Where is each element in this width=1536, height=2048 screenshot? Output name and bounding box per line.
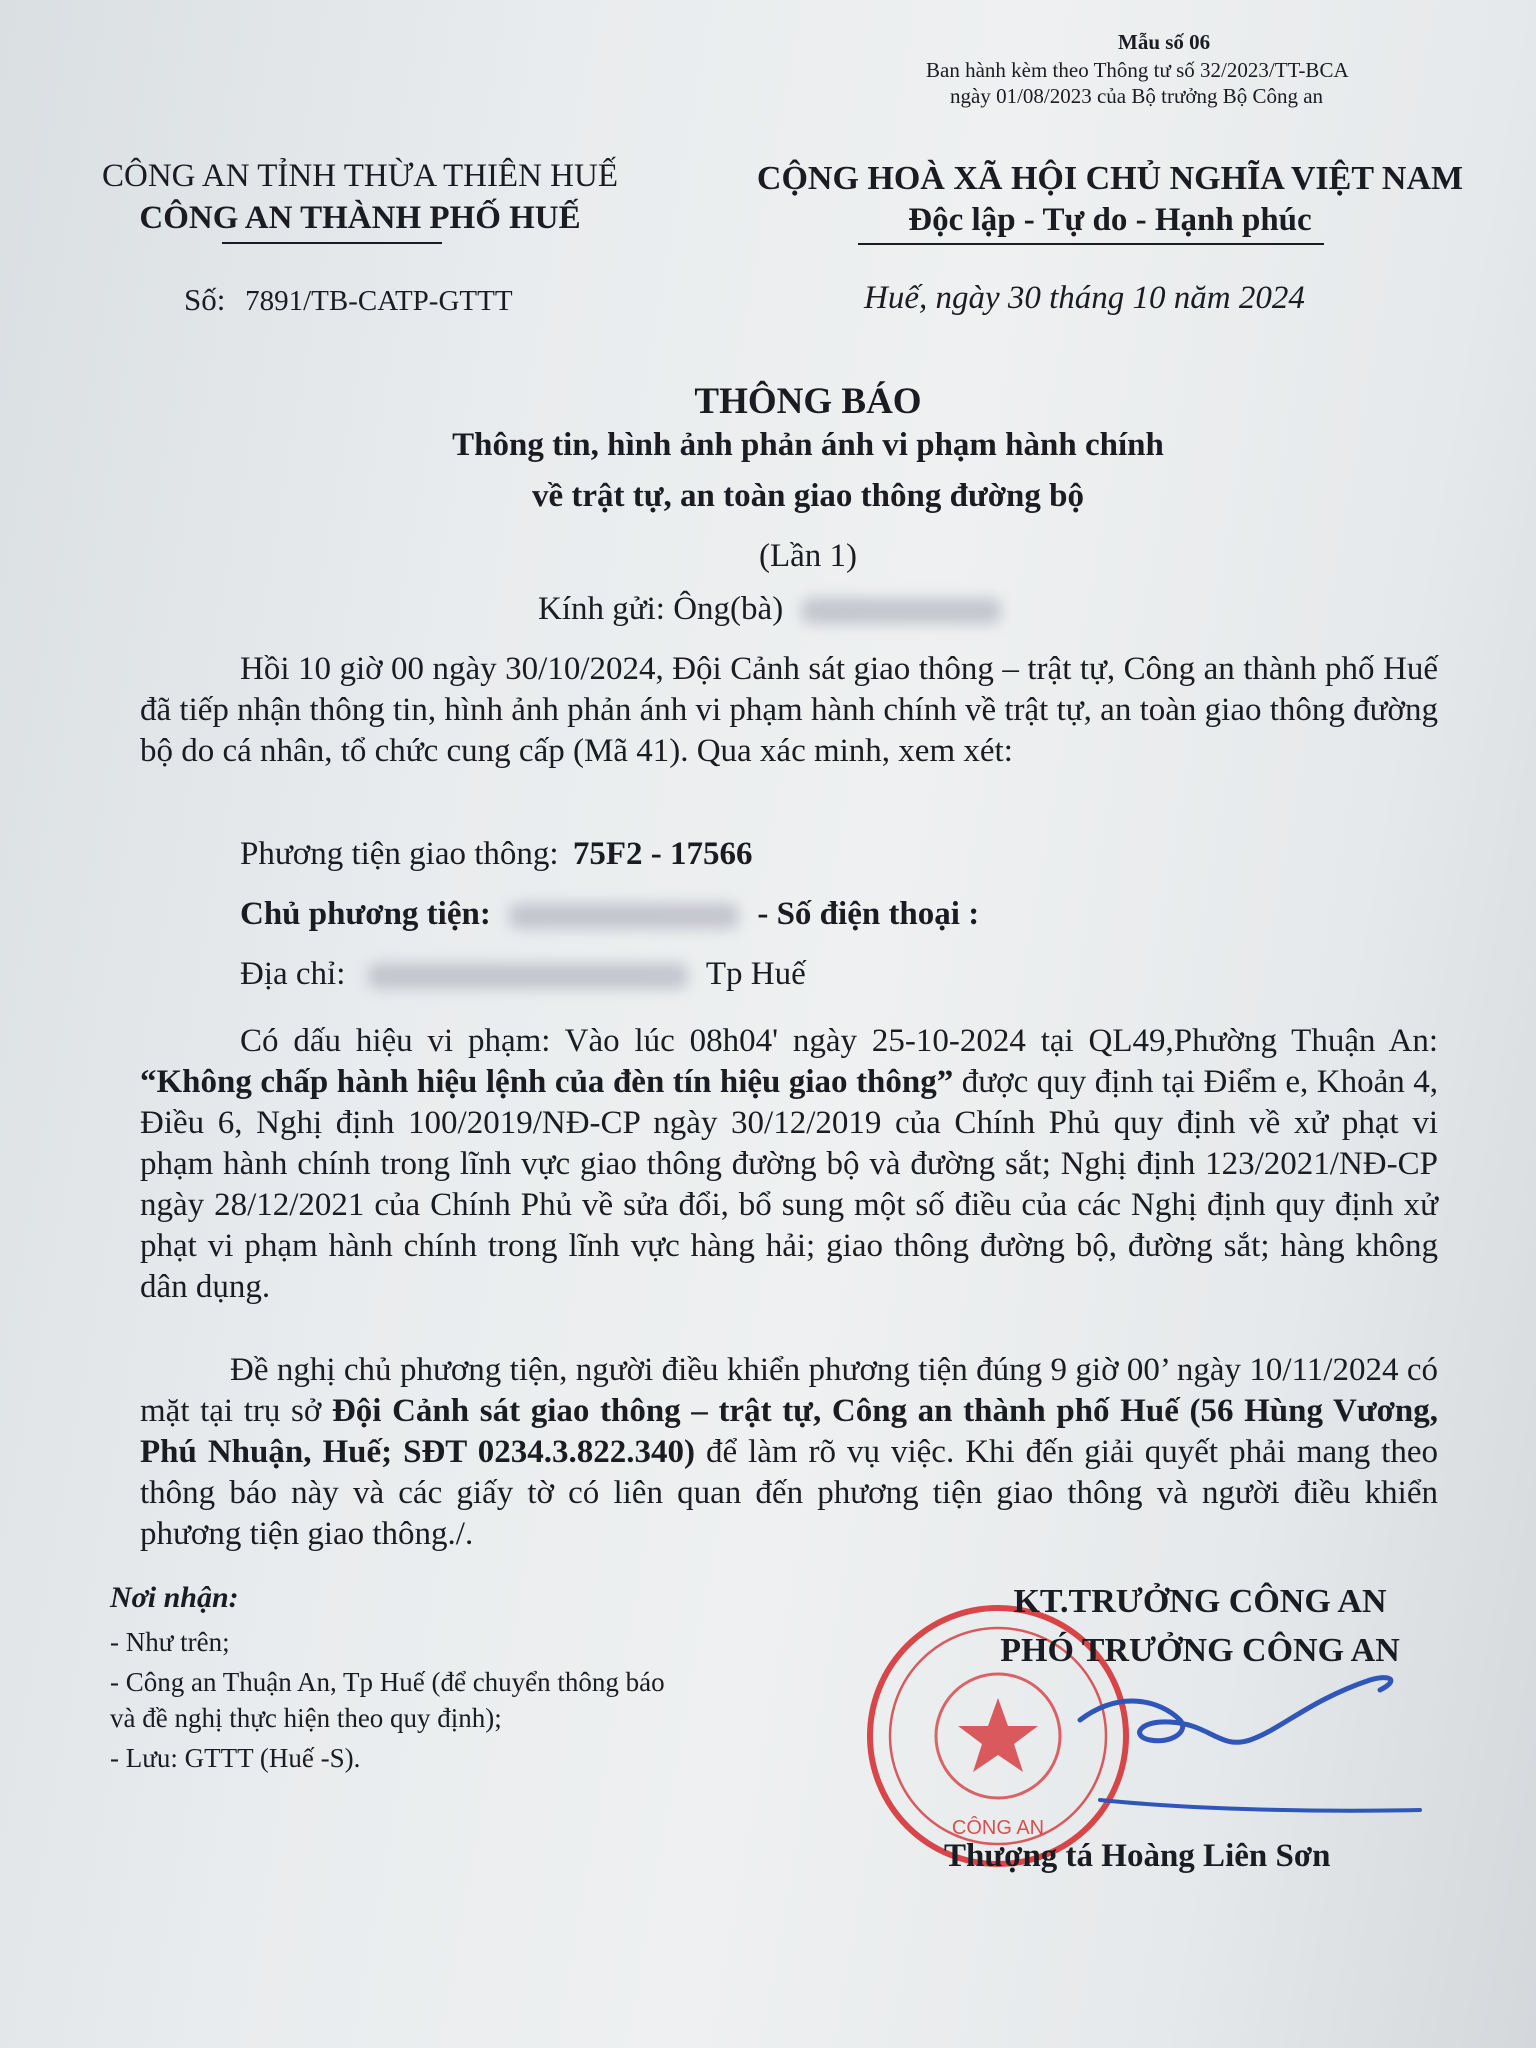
request-intro: Đề nghị chủ phương tiện, người điều khiển phương tiện đúng 9 giờ 00’ ngày 10/11/2024 có mặt tại trụ sở: [140, 1352, 1438, 1429]
form-number: Mẫu số 06: [1118, 30, 1211, 54]
vehicle-plate: 75F2 - 17566: [572, 836, 753, 872]
handwritten-signature: [1060, 1660, 1500, 1860]
signer-name: Thượng tá Hoàng Liên Sơn: [944, 1838, 1331, 1874]
recipient-item: - Lưu: GTTT (Huế -S).: [110, 1743, 361, 1773]
owner-label: Chủ phương tiện:: [240, 896, 491, 932]
seal-text: CÔNG AN: [951, 1817, 1045, 1839]
document-date: Huế, ngày 30 tháng 10 năm 2024: [864, 280, 1305, 316]
doc-number-label: Số:: [184, 282, 226, 317]
agency-name: CÔNG AN THÀNH PHỐ HUẾ: [139, 200, 581, 236]
salutation-text: Kính gửi: Ông(bà): [538, 591, 784, 627]
request-office: Đội Cảnh sát giao thông – trật tự, Công an thành phố Huế (56 Hùng Vương, Phú Nhuận, Huế; SĐT 0234.3.822.340): [140, 1393, 1439, 1470]
vehicle-line: [240, 836, 752, 873]
notice-attempt: (Lần 1): [758, 538, 858, 574]
address-line: [240, 956, 806, 993]
redacted-owner-name: [509, 903, 739, 929]
national-motto: Độc lập - Tự do - Hạnh phúc: [908, 202, 1312, 238]
form-issued-line-1: Ban hành kèm theo Thông tư số 32/2023/TT-BCA: [926, 58, 1349, 82]
request-instructions: để làm rõ vụ việc. Khi đến giải quyết phải mang theo thông báo này và các giấy tờ có liên quan đến phương tiện giao thông và người điều khiển phương tiện giao thông./.: [140, 1434, 1438, 1552]
notice-subtitle-1: Thông tin, hình ảnh phản ánh vi phạm hành chính: [452, 427, 1164, 463]
redacted-address: [368, 963, 688, 989]
violation-paragraph: [140, 1021, 1438, 1308]
recipients-label: Nơi nhận:: [110, 1581, 239, 1614]
request-paragraph: [140, 1350, 1438, 1555]
signatory-title-1: KT.TRƯỞNG CÔNG AN: [1013, 1583, 1387, 1620]
violation-legal-basis: được quy định tại Điểm e, Khoản 4, Điều 6, Nghị định 100/2019/NĐ-CP ngày 30/12/2019 của Chính Phủ quy định về xử phạt vi phạm hành chính trong lĩnh vực giao thông đường bộ và đường sắt; Nghị định 123/2021/NĐ-CP ngày 28/12/2021 của Chính Phủ về sửa đổi, bổ sung một số điều của các Nghị định quy định xử phạt vi phạm hành chính trong lĩnh vực hàng hải; giao thông đường bộ, đường sắt; hàng không dân dụng.: [140, 1064, 1438, 1305]
country-name: CỘNG HOÀ XÃ HỘI CHỦ NGHĨA VIỆT NAM: [756, 160, 1464, 197]
violation-name: “Không chấp hành hiệu lệnh của đèn tín hiệu giao thông”: [140, 1064, 954, 1100]
phone-label: - Số điện thoại :: [757, 896, 980, 932]
signatory-title-2: PHÓ TRƯỞNG CÔNG AN: [1000, 1632, 1400, 1669]
violation-intro: Có dấu hiệu vi phạm: Vào lúc 08h04' ngày 25-10-2024 tại QL49,Phường Thuận An:: [240, 1023, 1438, 1059]
form-issued-line-2: ngày 01/08/2023 của Bộ trưởng Bộ Công an: [950, 84, 1324, 108]
address-label: Địa chỉ:: [240, 956, 346, 992]
notice-subtitle-2: về trật tự, an toàn giao thông đường bộ: [531, 478, 1084, 514]
motto-underline: [858, 243, 1324, 245]
redacted-recipient-name: [801, 598, 1001, 624]
intro-paragraph: Hồi 10 giờ 00 ngày 30/10/2024, Đội Cảnh sát giao thông – trật tự, Công an thành phố Huế đã tiếp nhận thông tin, hình ảnh phản ánh vi phạm hành chính về trật tự, an toàn giao thông đường bộ do cá nhân, tổ chức cung cấp (Mã 41). Qua xác minh, xem xét:: [140, 651, 1438, 769]
notice-title: THÔNG BÁO: [694, 381, 922, 422]
agency-underline: [222, 242, 442, 244]
parent-agency: CÔNG AN TỈNH THỪA THIÊN HUẾ: [101, 158, 618, 194]
recipient-item: - Công an Thuận An, Tp Huế (để chuyển thông báo: [110, 1667, 665, 1697]
address-city: Tp Huế: [705, 956, 806, 992]
owner-line: [240, 896, 979, 933]
recipient-item: và đề nghị thực hiện theo quy định);: [110, 1703, 502, 1733]
doc-number: [184, 282, 513, 318]
recipient-item: - Như trên;: [110, 1627, 230, 1657]
salutation: [538, 591, 1001, 628]
doc-number-value: 7891/TB-CATP-GTTT: [245, 285, 513, 317]
vehicle-label: Phương tiện giao thông:: [240, 836, 559, 872]
